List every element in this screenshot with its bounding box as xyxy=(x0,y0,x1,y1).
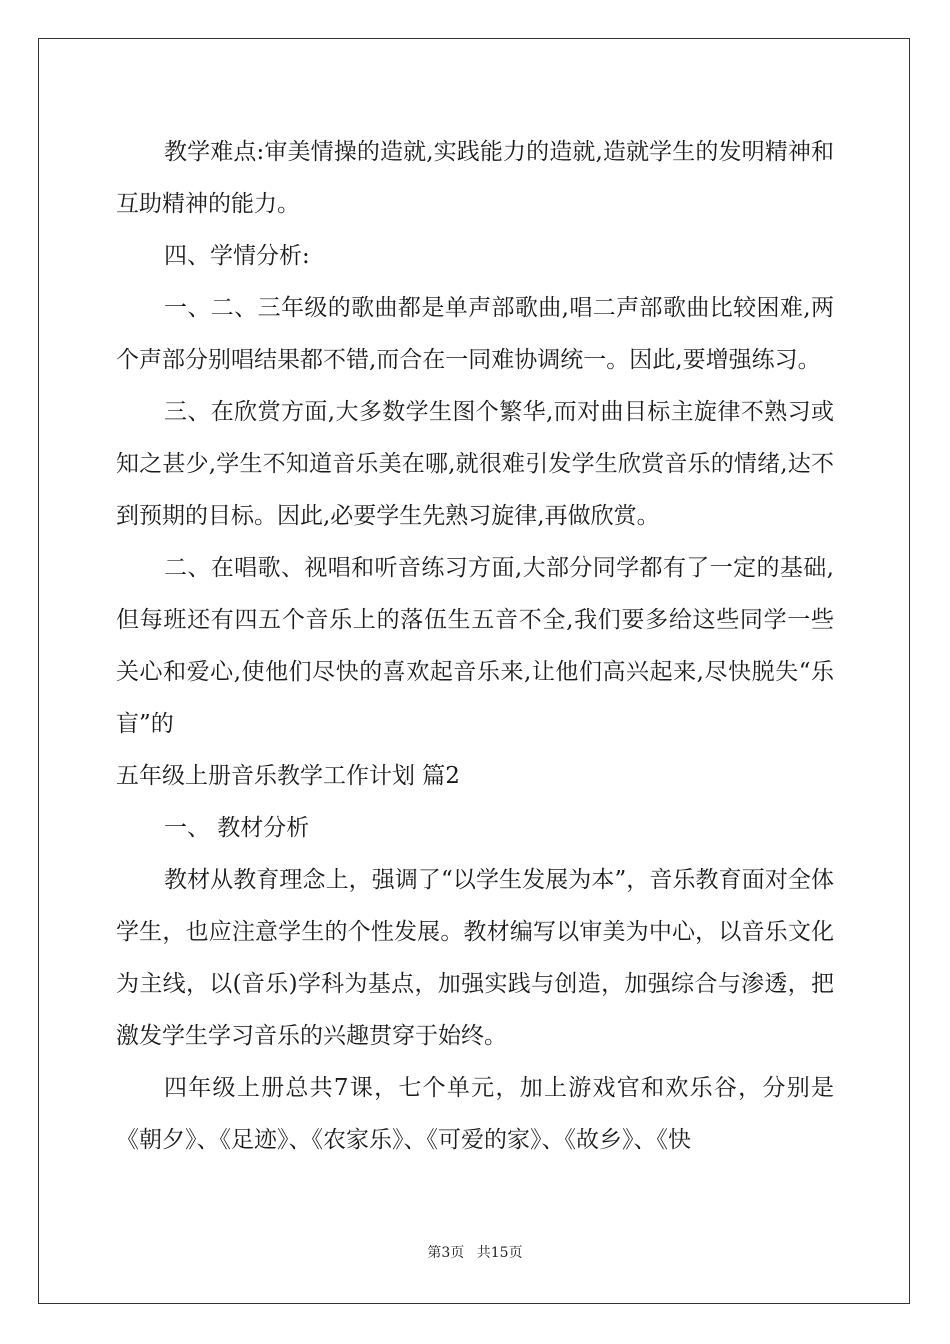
page-footer xyxy=(0,1242,950,1262)
paragraph: 四年级上册总共7课，七个单元，加上游戏官和欢乐谷，分别是《朝夕》、《足迹》、《农家乐》、《可爱的家》、《故乡》、《快 xyxy=(116,1075,834,1153)
paragraph: 三、在欣赏方面,大多数学生图个繁华,而对曲目标主旋律不熟习或知之甚少,学生不知道音乐美在哪,就很难引发学生欣赏音乐的情绪,达不到预期的目标。因此,必要学生先熟习旋律,再做欣赏。 xyxy=(116,399,834,529)
paragraph: 二、在唱歌、视唱和听音练习方面,大部分同学都有了一定的基础,但每班还有四五个音乐上的落伍生五音不全,我们要多给这些同学一些关心和爱心,使他们尽快的喜欢起音乐来,让他们高兴起来,尽快脱失“乐盲”的 xyxy=(116,555,834,737)
section-heading: 四、学情分析: xyxy=(164,243,310,269)
paragraph: 一、二、三年级的歌曲都是单声部歌曲,唱二声部歌曲比较困难,两个声部分别唱结果都不错,而合在一同难协调统一。因此,要增强练习。 xyxy=(116,295,834,373)
document-title: 五年级上册音乐教学工作计划 篇2 xyxy=(116,763,460,789)
paragraph: 教材从教育理念上，强调了“以学生发展为本”，音乐教育面对全体学生，也应注意学生的个性发展。教材编写以审美为中心，以音乐文化为主线，以(音乐)学科为基点，加强实践与创造，加强综合与渗透，把激发学生学习音乐的兴趣贯穿于始终。 xyxy=(116,867,834,1049)
paragraph: 教学难点:审美情操的造就,实践能力的造就,造就学生的发明精神和互助精神的能力。 xyxy=(116,139,834,217)
page-number: 第3页 xyxy=(427,1245,465,1261)
page-total: 共15页 xyxy=(476,1245,523,1261)
document-body xyxy=(116,126,834,1166)
section-heading: 一、 教材分析 xyxy=(164,815,310,841)
